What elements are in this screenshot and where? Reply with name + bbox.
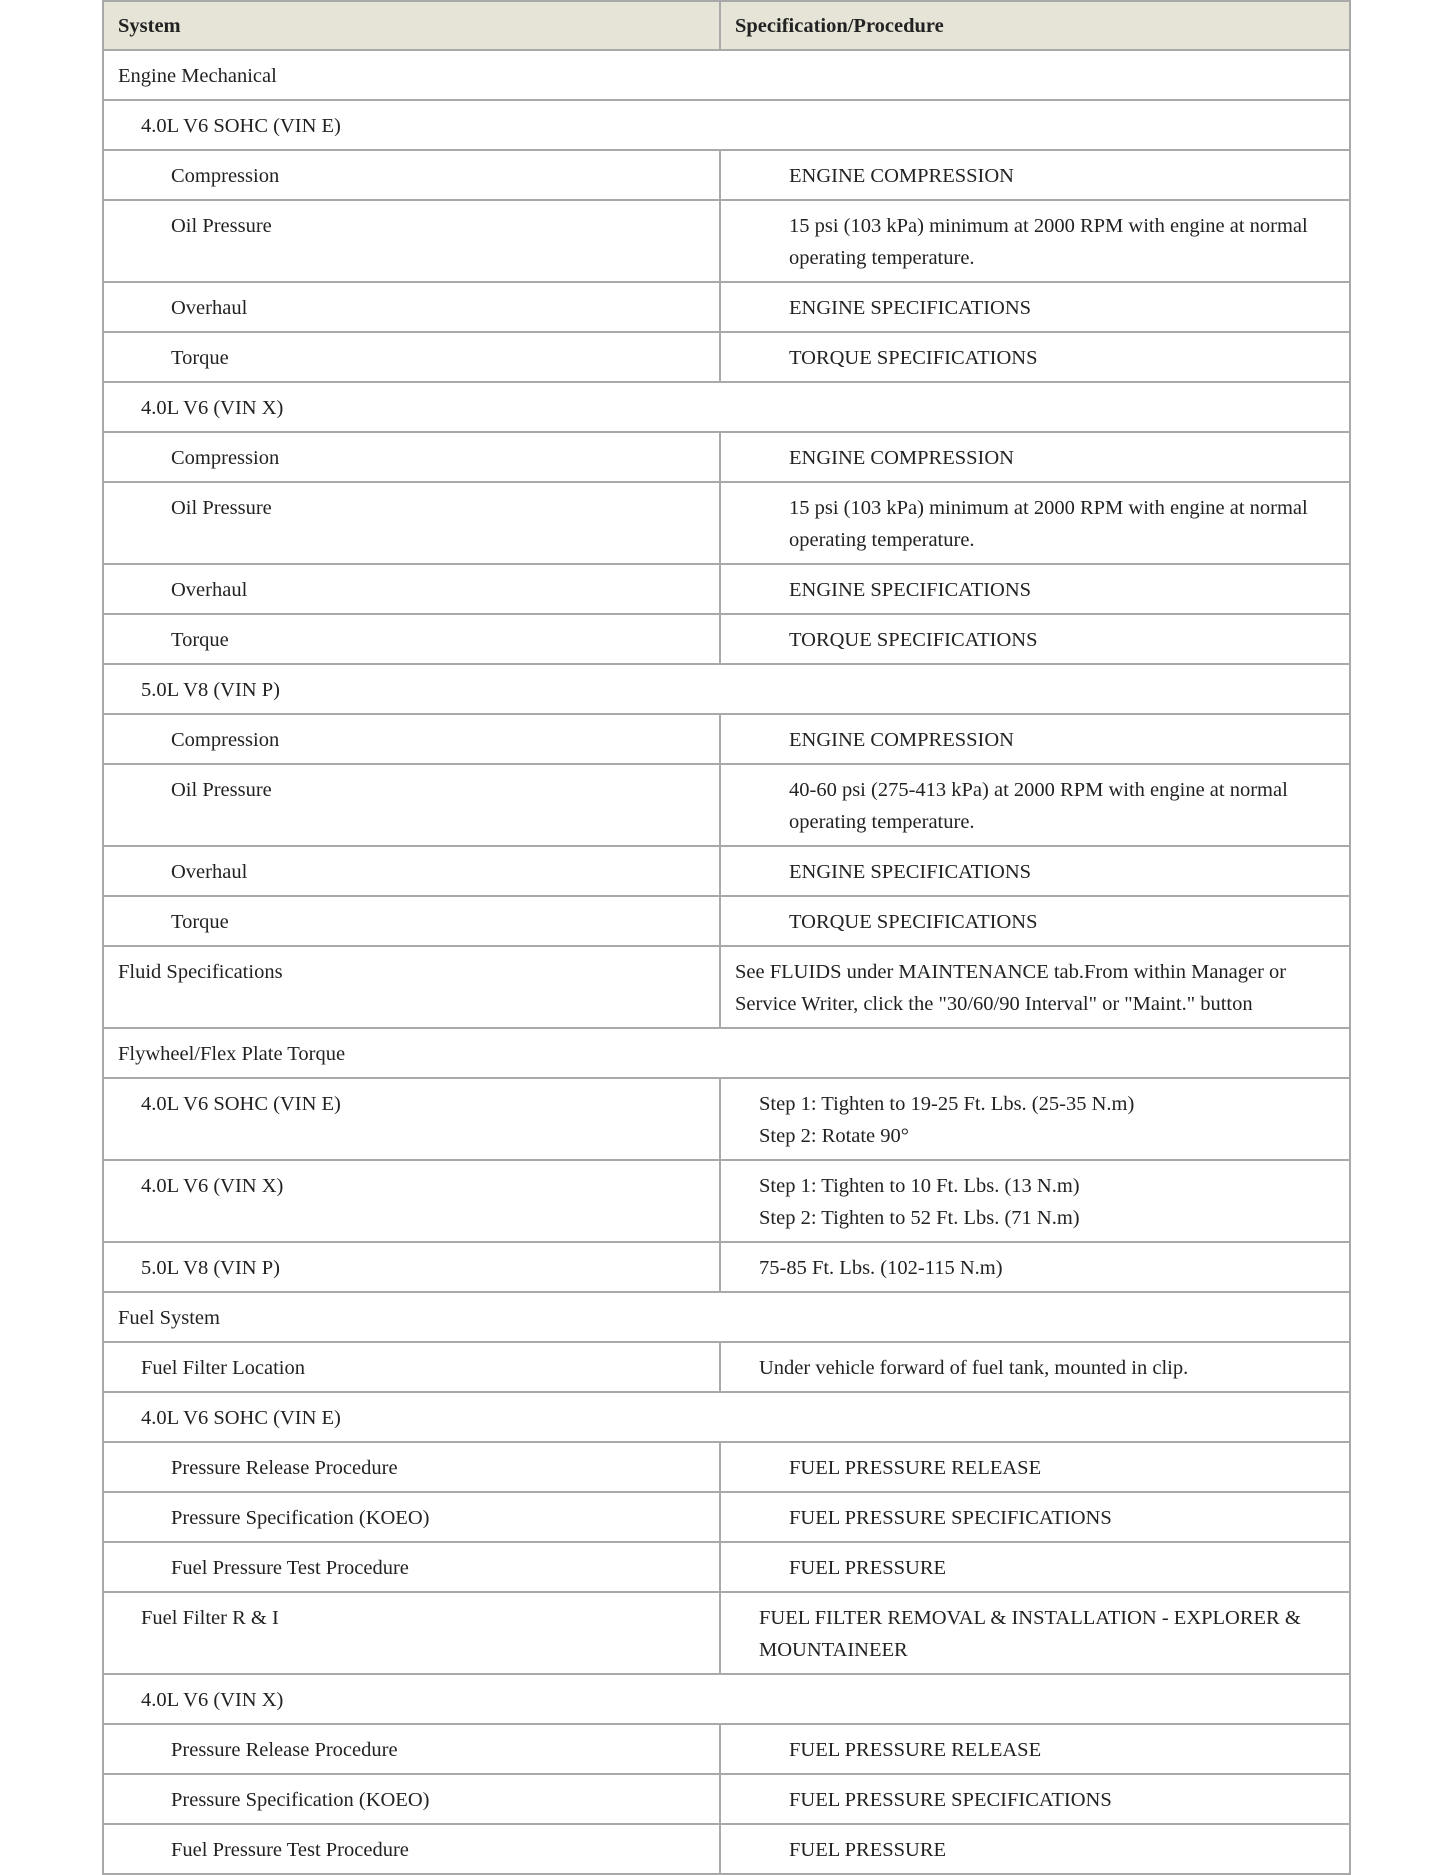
specification-cell	[720, 614, 1350, 664]
table-row	[103, 614, 1350, 664]
table-row	[103, 332, 1350, 382]
table-row	[103, 1160, 1350, 1242]
system-cell: Oil Pressure	[103, 482, 720, 564]
system-cell: 4.0L V6 (VIN X)	[103, 1160, 720, 1242]
table-row	[103, 1442, 1350, 1492]
specification-text: FUEL FILTER REMOVAL & INSTALLATION - EXPLORER & MOUNTAINEER	[759, 1607, 1301, 1661]
system-cell: 5.0L V8 (VIN P)	[103, 1242, 720, 1292]
specification-text: Step 2: Rotate 90°	[759, 1125, 909, 1147]
specification-text: TORQUE SPECIFICATIONS	[789, 911, 1038, 933]
specification-text: ENGINE COMPRESSION	[789, 165, 1014, 187]
table-row	[103, 896, 1350, 946]
table-row	[103, 150, 1350, 200]
table-row	[103, 714, 1350, 764]
system-cell: Torque	[103, 896, 720, 946]
header-specification: Specification/Procedure	[720, 1, 1350, 50]
table-section-row	[103, 1292, 1350, 1342]
table-row	[103, 1078, 1350, 1160]
system-cell: Overhaul	[103, 564, 720, 614]
specification-cell	[720, 1542, 1350, 1592]
specification-cell	[720, 1442, 1350, 1492]
section-label: Engine Mechanical	[103, 50, 1350, 100]
specification-cell	[720, 282, 1350, 332]
specification-text: FUEL PRESSURE	[789, 1839, 947, 1861]
system-cell: Pressure Release Procedure	[103, 1724, 720, 1774]
table-section-row	[103, 1674, 1350, 1724]
table-row	[103, 482, 1350, 564]
system-cell: Overhaul	[103, 282, 720, 332]
table-header-row	[103, 1, 1350, 50]
specification-cell	[720, 332, 1350, 382]
specification-text: 40-60 psi (275-413 kPa) at 2000 RPM with engine at normal operating temperature.	[789, 779, 1288, 833]
header-system: System	[103, 1, 720, 50]
system-cell: Pressure Release Procedure	[103, 1442, 720, 1492]
system-cell: Compression	[103, 432, 720, 482]
specification-cell	[720, 846, 1350, 896]
specification-cell	[720, 564, 1350, 614]
specification-text: ENGINE SPECIFICATIONS	[789, 861, 1032, 883]
specification-text: TORQUE SPECIFICATIONS	[789, 629, 1038, 651]
table-section-row	[103, 664, 1350, 714]
system-cell: 4.0L V6 SOHC (VIN E)	[103, 1078, 720, 1160]
specification-text: ENGINE SPECIFICATIONS	[789, 297, 1032, 319]
section-label: 4.0L V6 (VIN X)	[103, 1674, 1350, 1724]
table-row	[103, 432, 1350, 482]
table-row	[103, 282, 1350, 332]
section-label: 4.0L V6 (VIN X)	[103, 382, 1350, 432]
specification-text: ENGINE COMPRESSION	[789, 447, 1014, 469]
specification-cell	[720, 482, 1350, 564]
table-row	[103, 946, 1350, 1028]
specification-text: 15 psi (103 kPa) minimum at 2000 RPM with engine at normal operating temperature.	[789, 497, 1308, 551]
table-section-row	[103, 1028, 1350, 1078]
specification-text: ENGINE SPECIFICATIONS	[789, 579, 1032, 601]
specification-text: 15 psi (103 kPa) minimum at 2000 RPM with engine at normal operating temperature.	[789, 215, 1308, 269]
specification-cell	[720, 714, 1350, 764]
specification-cell	[720, 1078, 1350, 1160]
system-cell: Overhaul	[103, 846, 720, 896]
specification-cell	[720, 1342, 1350, 1392]
specification-cell	[720, 1724, 1350, 1774]
system-cell: Fuel Filter R & I	[103, 1592, 720, 1674]
system-cell: Fuel Filter Location	[103, 1342, 720, 1392]
section-label: Flywheel/Flex Plate Torque	[103, 1028, 1350, 1078]
specification-text: FUEL PRESSURE	[789, 1557, 947, 1579]
specification-text: See FLUIDS under MAINTENANCE tab.From within Manager or Service Writer, click the "30/60/90 Interval" or "Maint." button	[735, 961, 1287, 1015]
section-label: 4.0L V6 SOHC (VIN E)	[103, 100, 1350, 150]
table-row	[103, 200, 1350, 282]
system-cell: Fuel Pressure Test Procedure	[103, 1542, 720, 1592]
table-row	[103, 1592, 1350, 1674]
system-cell: Pressure Specification (KOEO)	[103, 1774, 720, 1824]
system-cell: Fuel Pressure Test Procedure	[103, 1824, 720, 1874]
table-row	[103, 1342, 1350, 1392]
specification-cell	[720, 946, 1350, 1028]
specification-text: Step 2: Tighten to 52 Ft. Lbs. (71 N.m)	[759, 1207, 1080, 1229]
table-row	[103, 1542, 1350, 1592]
specification-cell	[720, 1592, 1350, 1674]
specification-text: FUEL PRESSURE RELEASE	[789, 1739, 1042, 1761]
specification-text: FUEL PRESSURE SPECIFICATIONS	[789, 1507, 1112, 1529]
specification-cell	[720, 1492, 1350, 1542]
table-row	[103, 1724, 1350, 1774]
table-row	[103, 764, 1350, 846]
table-row	[103, 846, 1350, 896]
section-label: 4.0L V6 SOHC (VIN E)	[103, 1392, 1350, 1442]
table-row	[103, 564, 1350, 614]
section-label: Fuel System	[103, 1292, 1350, 1342]
system-cell: Oil Pressure	[103, 764, 720, 846]
table-row	[103, 1774, 1350, 1824]
system-cell: Oil Pressure	[103, 200, 720, 282]
system-cell: Torque	[103, 332, 720, 382]
system-cell: Torque	[103, 614, 720, 664]
table-body	[103, 50, 1350, 1874]
specification-text: FUEL PRESSURE SPECIFICATIONS	[789, 1789, 1112, 1811]
specification-text: TORQUE SPECIFICATIONS	[789, 347, 1038, 369]
specification-cell	[720, 1824, 1350, 1874]
table-section-row	[103, 100, 1350, 150]
system-cell: Fluid Specifications	[103, 946, 720, 1028]
specification-cell	[720, 150, 1350, 200]
table-row	[103, 1824, 1350, 1874]
table-section-row	[103, 1392, 1350, 1442]
specification-text: 75-85 Ft. Lbs. (102-115 N.m)	[759, 1257, 1003, 1279]
specification-cell	[720, 1160, 1350, 1242]
specification-cell	[720, 1774, 1350, 1824]
specification-table	[102, 0, 1351, 1875]
specification-text: FUEL PRESSURE RELEASE	[789, 1457, 1042, 1479]
system-cell: Compression	[103, 150, 720, 200]
specification-cell	[720, 432, 1350, 482]
specification-cell	[720, 896, 1350, 946]
system-cell: Pressure Specification (KOEO)	[103, 1492, 720, 1542]
section-label: 5.0L V8 (VIN P)	[103, 664, 1350, 714]
specification-text: ENGINE COMPRESSION	[789, 729, 1014, 751]
table-row	[103, 1242, 1350, 1292]
table-section-row	[103, 50, 1350, 100]
table-section-row	[103, 382, 1350, 432]
specification-text: Under vehicle forward of fuel tank, mounted in clip.	[759, 1357, 1189, 1379]
specification-cell	[720, 1242, 1350, 1292]
specification-text: Step 1: Tighten to 10 Ft. Lbs. (13 N.m)	[759, 1175, 1080, 1197]
specification-cell	[720, 764, 1350, 846]
specification-cell	[720, 200, 1350, 282]
specification-text: Step 1: Tighten to 19-25 Ft. Lbs. (25-35 N.m)	[759, 1093, 1135, 1115]
table-row	[103, 1492, 1350, 1542]
system-cell: Compression	[103, 714, 720, 764]
